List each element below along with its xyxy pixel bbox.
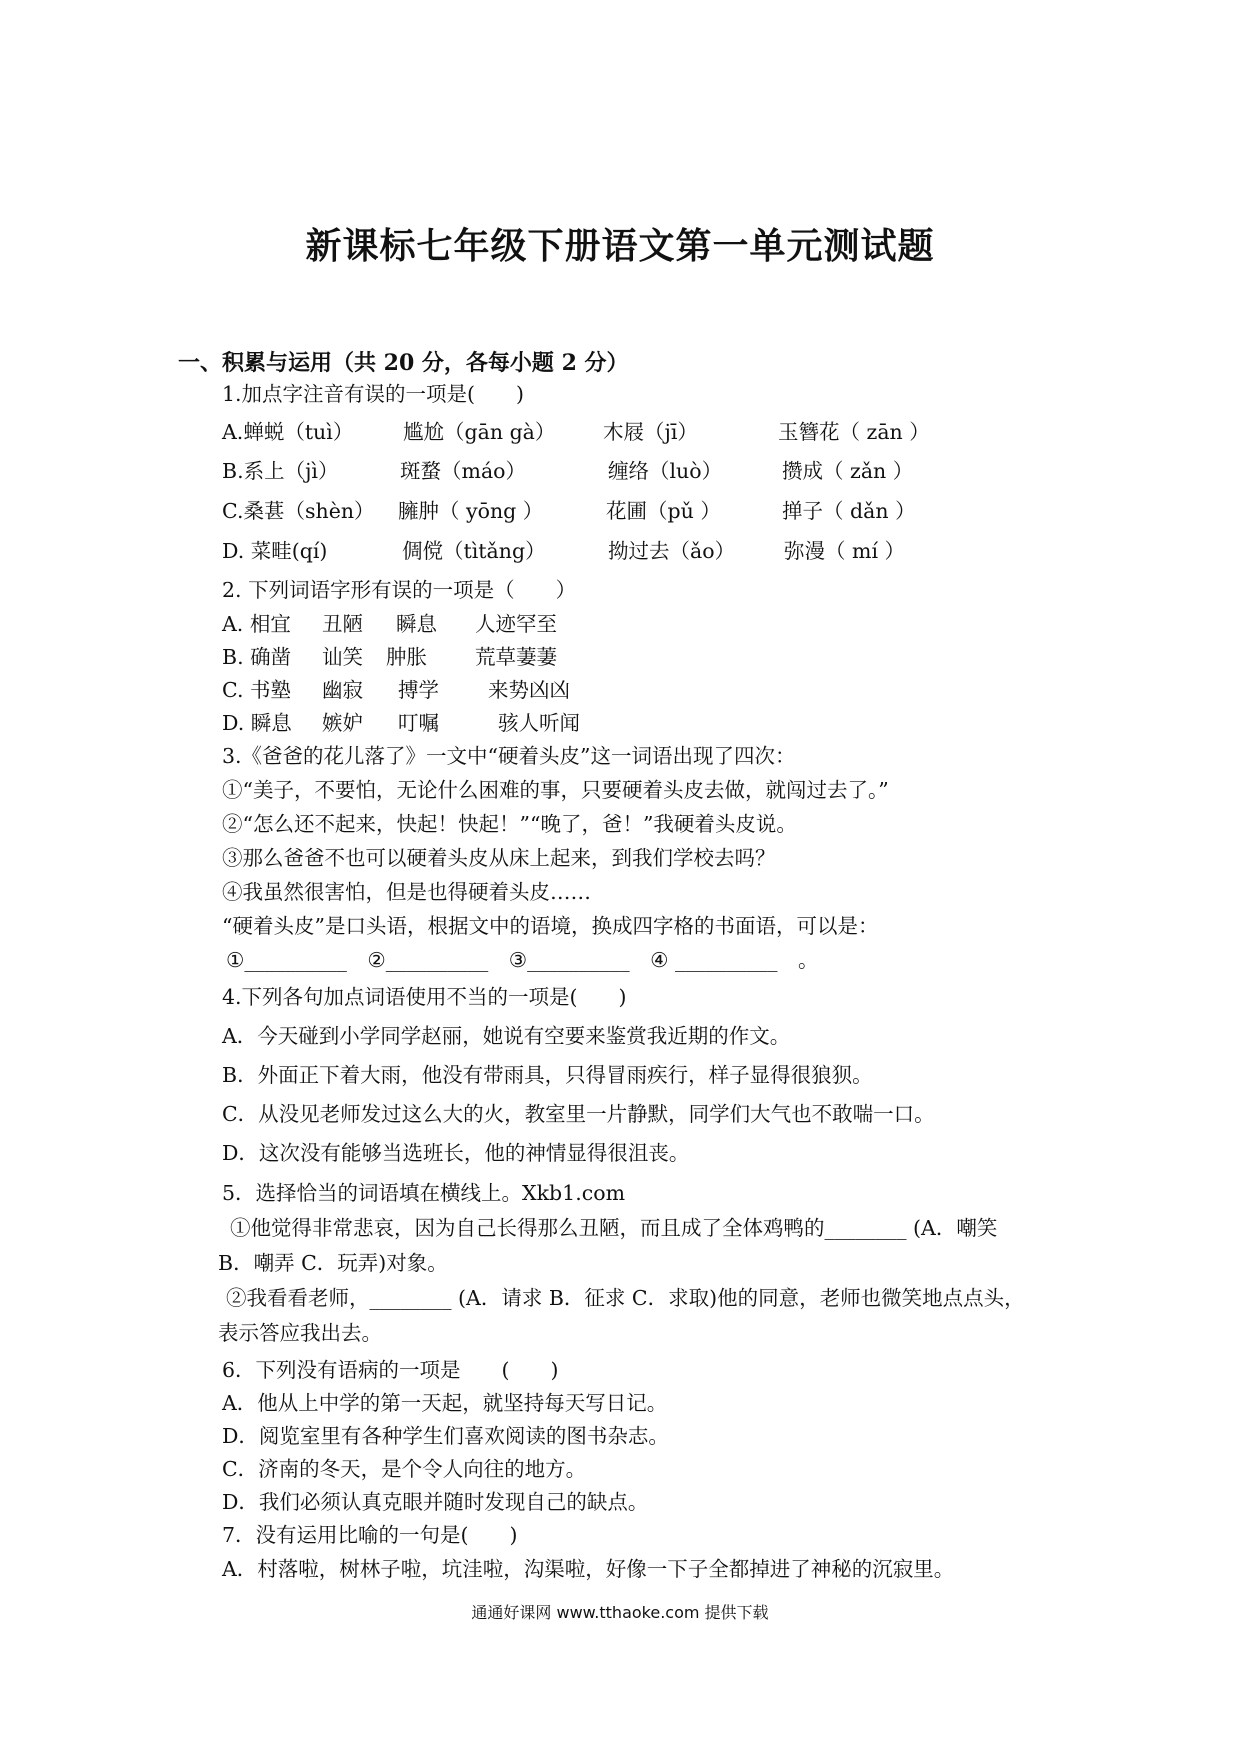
q3-item: ②“怎么还不起来，快起！快起！”“晚了，爸！”我硬着头皮说。 — [222, 812, 797, 836]
q2-option: 来势凶凶 — [488, 678, 570, 702]
q3-item: ①“美子，不要怕，无论什么困难的事，只要硬着头皮去做，就闯过去了。” — [222, 778, 889, 802]
q2-option: 人迹罕至 — [475, 612, 557, 636]
q1-option: B.系上（jì） — [222, 459, 339, 483]
q1-option: 拗过去（ǎo） — [608, 539, 736, 563]
q1-option: D. 菜畦(qí) — [222, 539, 328, 563]
q1-row-a — [0, 420, 1240, 446]
q2-option: 骇人听闻 — [498, 711, 580, 735]
q5-sentence-1-cont: B．嘲弄 C．玩弄)对象。 — [218, 1251, 448, 1275]
q1-option: 尴尬（gān gà） — [403, 420, 556, 444]
q2-row-a — [0, 612, 1240, 638]
q4-option: B．外面正下着大雨，他没有带雨具，只得冒雨疾行，样子显得很狼狈。 — [222, 1063, 873, 1087]
q2-option: A. 相宜 — [222, 612, 291, 636]
q6-option: A．他从上中学的第一天起，就坚持每天写日记。 — [222, 1391, 668, 1415]
q3-item: ③那么爸爸不也可以硬着头皮从床上起来，到我们学校去吗？ — [222, 846, 776, 870]
q5-sentence-1: ①他觉得非常悲哀，因为自己长得那么丑陋，而且成了全体鸡鸭的________ (A．嘲笑 — [230, 1216, 998, 1240]
q2-option: 幽寂 — [322, 678, 363, 702]
q2-row-c — [0, 678, 1240, 704]
q6-option: C．济南的冬天，是个令人向往的地方。 — [222, 1457, 587, 1481]
question-7-stem: 7．没有运用比喻的一句是( ) — [222, 1523, 518, 1547]
q1-option: 缠络（luò） — [608, 459, 723, 483]
q1-option: C.桑葚（shèn） — [222, 499, 375, 523]
question-2-stem: 2. 下列词语字形有误的一项是（ ） — [222, 578, 577, 602]
q2-option: B. 确凿 — [222, 645, 292, 669]
q1-option: 弥漫（ mí ） — [784, 539, 906, 563]
question-5-stem: 5．选择恰当的词语填在横线上。Xkb1.com — [222, 1181, 626, 1205]
q2-option: D. 瞬息 — [222, 711, 292, 735]
q1-option: 斑蝥（máo） — [400, 459, 527, 483]
question-4-stem: 4.下列各句加点词语使用不当的一项是( ) — [222, 985, 627, 1009]
q2-option: C. 书塾 — [222, 678, 291, 702]
q5-sentence-2: ②我看看老师，________ (A．请求 B．征求 C．求取)他的同意，老师也微笑地点点头， — [226, 1286, 1025, 1310]
q2-option: 讪笑 — [322, 645, 363, 669]
q5-sentence-2-cont: 表示答应我出去。 — [218, 1321, 382, 1345]
q2-option: 瞬息 — [396, 612, 437, 636]
q1-option: 倜傥（tìtǎng） — [402, 539, 546, 563]
q1-option: 花圃（pǔ ） — [606, 499, 721, 523]
q2-row-d — [0, 711, 1240, 737]
q4-option: D．这次没有能够当选班长，他的神情显得很沮丧。 — [222, 1141, 690, 1165]
q1-option: 玉簪花（ zān ） — [778, 420, 930, 444]
q1-option: 攒成（ zǎn ） — [782, 459, 914, 483]
q7-option: A．村落啦，树林子啦，坑洼啦，沟渠啦，好像一下子全都掉进了神秘的沉寂里。 — [222, 1557, 955, 1581]
q4-option: C．从没见老师发过这么大的火，教室里一片静默，同学们大气也不敢喘一口。 — [222, 1102, 935, 1126]
q1-row-d — [0, 539, 1240, 565]
q4-option: A．今天碰到小学同学赵丽，她说有空要来鉴赏我近期的作文。 — [222, 1024, 791, 1048]
question-1-stem: 1.加点字注音有误的一项是( ) — [222, 382, 525, 406]
q2-option: 搏学 — [398, 678, 439, 702]
question-3-stem: 3.《爸爸的花儿落了》一文中“硬着头皮”这一词语出现了四次： — [222, 744, 796, 768]
q3-item: ④我虽然很害怕，但是也得硬着头皮…… — [222, 880, 591, 904]
q3-prompt: “硬着头皮”是口头语，根据文中的语境，换成四字格的书面语，可以是： — [222, 914, 879, 938]
q1-option: 掸子（ dǎn ） — [782, 499, 916, 523]
q6-option: D．阅览室里有各种学生们喜欢阅读的图书杂志。 — [222, 1424, 669, 1448]
q1-option: 臃肿（ yōng ） — [398, 499, 544, 523]
page-footer: 通通好课网 www.tthaoke.com 提供下载 — [471, 1603, 769, 1622]
q1-option: A.蝉蜕（tuì） — [222, 420, 354, 444]
q2-option: 荒草萋萋 — [475, 645, 557, 669]
q2-row-b — [0, 645, 1240, 671]
section-heading: 一、积累与运用（共 20 分，各每小题 2 分） — [178, 350, 629, 376]
q2-option: 肿胀 — [386, 645, 427, 669]
q1-row-c — [0, 499, 1240, 525]
q2-option: 嫉妒 — [322, 711, 363, 735]
question-6-stem: 6．下列没有语病的一项是 ( ) — [222, 1358, 559, 1382]
q3-answer-blanks: ①__________ ②__________ ③__________ ④ __________ 。 — [226, 948, 819, 972]
page-title: 新课标七年级下册语文第一单元测试题 — [305, 225, 935, 267]
q2-option: 叮嘱 — [398, 711, 439, 735]
q1-row-b — [0, 459, 1240, 485]
q2-option: 丑陋 — [322, 612, 363, 636]
q1-option: 木屐（jī） — [603, 420, 698, 444]
q6-option: D．我们必须认真克眼并随时发现自己的缺点。 — [222, 1490, 649, 1514]
